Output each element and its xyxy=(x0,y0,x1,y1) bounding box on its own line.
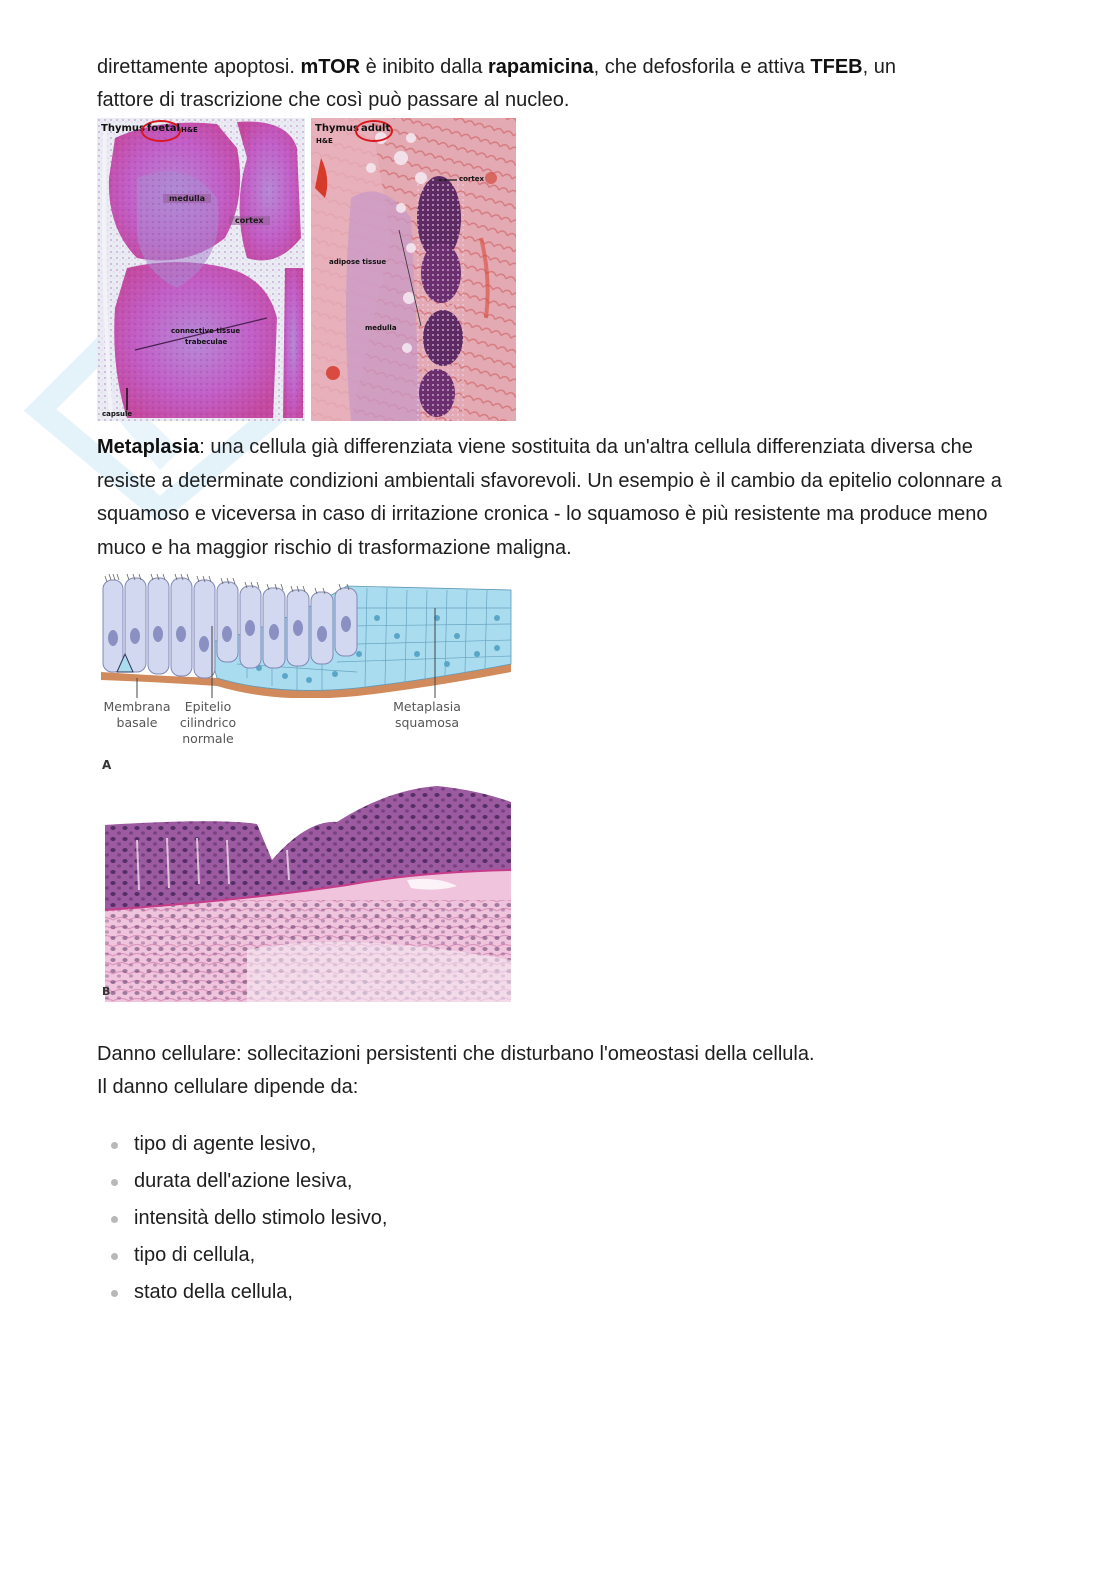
intro-text: direttamente apoptosi. xyxy=(97,56,301,78)
trabeculae-label-line2: trabeculae xyxy=(185,338,228,346)
list-item-text: tipo di agente lesivo, xyxy=(134,1133,317,1155)
term-metaplasia: Metaplasia xyxy=(97,436,200,458)
thymus-foetal-histology xyxy=(97,118,305,421)
stain-label: H&E xyxy=(316,137,333,145)
term-rapamicina: rapamicina xyxy=(487,56,594,78)
metaplasia-histology-image xyxy=(97,780,512,1002)
thymus-title: Thymus xyxy=(315,123,359,134)
adult-label: adult xyxy=(361,123,391,134)
list-item-text: durata dell'azione lesiva, xyxy=(134,1170,353,1192)
label-line: basale xyxy=(116,715,158,730)
bullet-icon xyxy=(111,1216,118,1223)
bullet-icon xyxy=(111,1142,118,1149)
thymus-adult-histology xyxy=(311,118,516,421)
label-line: Membrana xyxy=(103,699,171,714)
metaplasia-paragraph xyxy=(97,431,1017,565)
label-line: normale xyxy=(182,731,234,746)
thymus-foetal-image xyxy=(97,118,305,421)
intro-text: è inibito dalla xyxy=(360,56,488,78)
list-item xyxy=(97,1163,387,1200)
label-line: cilindrico xyxy=(179,715,237,730)
capsule-label: capsule xyxy=(102,410,133,418)
trabeculae-label-line1: connective tissue xyxy=(171,327,241,335)
list-item-text: tipo di cellula, xyxy=(134,1244,256,1266)
adipose-tissue-label: adipose tissue xyxy=(329,258,387,266)
term-mtor: mTOR xyxy=(300,56,361,78)
intro-text: , che defosforila e attiva xyxy=(593,56,811,78)
epitelio-cilindrico-label xyxy=(175,699,241,747)
bullet-icon xyxy=(111,1179,118,1186)
danno-factors-list xyxy=(97,1126,387,1311)
panel-letter-b: B xyxy=(102,985,111,998)
label-line: squamosa xyxy=(394,715,460,730)
list-item xyxy=(97,1274,387,1311)
label-line: Metaplasia xyxy=(393,699,461,714)
epithelium-schematic xyxy=(97,568,515,698)
list-item-text: intensità dello stimolo lesivo, xyxy=(134,1207,388,1229)
term-tfeb: TFEB xyxy=(810,56,863,78)
thymus-title: Thymus xyxy=(101,123,145,134)
medulla-label: medulla xyxy=(163,194,211,203)
metaplasia-schematic-figure xyxy=(97,568,515,778)
cortex-label: cortex xyxy=(459,175,485,183)
intro-text: , un xyxy=(862,56,896,78)
label-line: Epitelio xyxy=(184,699,232,714)
foetal-label: foetal xyxy=(147,123,180,134)
list-item xyxy=(97,1237,387,1274)
bullet-icon xyxy=(111,1290,118,1297)
list-item xyxy=(97,1126,387,1163)
metaplasia-text: : una cellula già differenziata viene sostituita da un'altra cellula differenziata diversa che resiste a determinate condizioni ambientali sfavorevoli. Un esempio è il cambio da epitelio colonnare a squamoso e viceversa in caso di irritazione cronica - lo squamoso è più resistente ma produce meno muco e ha maggior rischio di trasformazione maligna. xyxy=(97,436,1002,559)
stain-label: H&E xyxy=(181,126,198,134)
intro-paragraph xyxy=(97,51,1017,117)
list-item xyxy=(97,1200,387,1237)
intro-text-line2: fattore di trascrizione che così può passare al nucleo. xyxy=(97,89,570,111)
membrana-basale-label xyxy=(99,699,175,731)
panel-letter-a: A xyxy=(102,758,112,772)
cortex-label: cortex xyxy=(229,216,270,225)
danno-intro: Il danno cellulare dipende da: xyxy=(97,1076,359,1098)
thymus-adult-image xyxy=(311,118,516,421)
medulla-label: medulla xyxy=(365,324,397,332)
bullet-icon xyxy=(111,1253,118,1260)
metaplasia-histology-figure xyxy=(97,780,512,1002)
danno-definition: Danno cellulare: sollecitazioni persistenti che disturbano l'omeostasi della cellula. xyxy=(97,1043,815,1065)
list-item-text: stato della cellula, xyxy=(134,1281,293,1303)
danno-paragraph xyxy=(97,1038,1017,1104)
metaplasia-squamosa-label xyxy=(387,699,467,731)
